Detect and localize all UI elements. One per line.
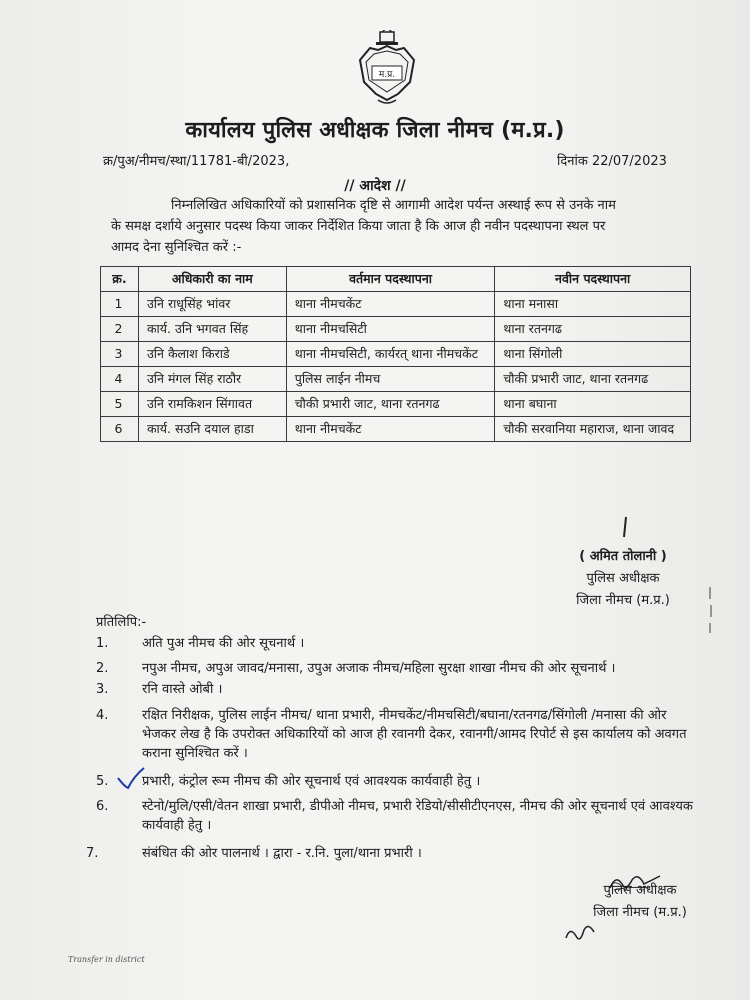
copy-number: 6. <box>96 799 109 814</box>
copy-number: 7. <box>86 846 99 861</box>
cell-current: थाना नीमचकेंट <box>286 417 495 442</box>
bottom-signer-district: जिला नीमच (म.प्र.) <box>593 905 687 920</box>
cell-officer: उनि रामकिशन सिंगावत <box>138 392 286 417</box>
signature-mark-icon <box>620 516 630 538</box>
cell-serial: 6 <box>101 417 139 442</box>
header-current-posting: वर्तमान पदस्थापना <box>286 267 495 292</box>
copy-number: 4. <box>96 708 109 723</box>
order-date: दिनांक 22/07/2023 <box>557 154 667 169</box>
table-header-row <box>101 267 691 292</box>
table-row <box>101 417 691 442</box>
copy-text: रक्षित निरीक्षक, पुलिस लाईन नीमच/ थाना प्रभारी, नीमचकेंट/नीमचसिटी/बघाना/रतनगढ/सिंगोली /मनासा की ओर भेजकर लेख है कि उपरोक्त अधिकारियों को आज ही रवानगी देकर, रवानगी/आमद रिपोर्ट से इस कार्यालय को अवगत कराना सुनिश्चित करें । <box>142 708 687 761</box>
cell-current: चौकी प्रभारी जाट, थाना रतनगढ <box>286 392 495 417</box>
copy-text: स्टेनो/मुलि/एसी/वेतन शाखा प्रभारी, डीपीओ नीमच, प्रभारी रेडियो/सीसीटीएनएस, नीमच की ओर सूचनार्थ एवं आवश्यक कार्यवाही हेतु । <box>142 799 693 833</box>
copy-number: 5. <box>96 774 109 789</box>
table-row <box>101 392 691 417</box>
cell-new: चौकी प्रभारी जाट, थाना रतनगढ <box>495 367 691 392</box>
cell-new: थाना मनासा <box>495 292 691 317</box>
cell-current: थाना नीमचसिटी, कार्यरत् थाना नीमचकेंट <box>286 342 495 367</box>
paper-edge-mark-icon <box>706 585 716 645</box>
cell-officer: कार्य. सउनि दयाल हाडा <box>138 417 286 442</box>
transfer-table <box>100 266 691 442</box>
cell-serial: 5 <box>101 392 139 417</box>
initials-mark-icon <box>560 918 600 948</box>
cell-new: थाना बघाना <box>495 392 691 417</box>
order-line-2: के समक्ष दर्शाये अनुसार पदस्थ किया जाकर निर्देशित किया जाता है कि आज ही नवीन पदस्थापना स्थल पर <box>111 219 606 234</box>
cell-officer: उनि राधूसिंह भांवर <box>138 292 286 317</box>
cell-current: थाना नीमचकेंट <box>286 292 495 317</box>
order-paragraph <box>111 195 691 258</box>
bottom-signer-designation: पुलिस अधीक्षक <box>603 883 677 898</box>
cell-officer: उनि मंगल सिंह राठौर <box>138 367 286 392</box>
cell-new: थाना रतनगढ <box>495 317 691 342</box>
header-serial: क्र. <box>101 267 139 292</box>
cell-serial: 4 <box>101 367 139 392</box>
order-line-1: निम्नलिखित अधिकारियों को प्रशासनिक दृष्टि से आगामी आदेश पर्यन्त अस्थाई रूप से उनके नाम <box>171 198 616 213</box>
office-title: कार्यालय पुलिस अधीक्षक जिला नीमच (म.प्र.) <box>185 118 565 143</box>
copy-text: संबंधित की ओर पालनार्थ । द्वारा - र.नि. पुला/थाना प्रभारी । <box>142 846 422 861</box>
copies-heading: प्रतिलिपि:- <box>96 615 147 630</box>
copy-number: 3. <box>96 682 109 697</box>
mp-police-emblem-icon <box>352 30 422 110</box>
reference-number: क्र/पुअ/नीमच/स्था/11781-बी/2023, <box>103 154 290 169</box>
cell-serial: 2 <box>101 317 139 342</box>
table-row <box>101 367 691 392</box>
table-row <box>101 292 691 317</box>
copy-text: अति पुअ नीमच की ओर सूचनार्थ । <box>142 636 305 651</box>
cell-current: थाना नीमचसिटी <box>286 317 495 342</box>
signer-designation: पुलिस अधीक्षक <box>586 571 660 586</box>
header-new-posting: नवीन पदस्थापना <box>495 267 691 292</box>
order-line-3: आमद देना सुनिश्चित करें :- <box>111 240 242 255</box>
copy-number: 1. <box>96 636 109 651</box>
cell-serial: 1 <box>101 292 139 317</box>
order-heading: // आदेश // <box>344 178 406 194</box>
table-row <box>101 317 691 342</box>
table-row <box>101 342 691 367</box>
cell-new: चौकी सरवानिया महाराज, थाना जावद <box>495 417 691 442</box>
copy-number: 2. <box>96 661 109 676</box>
copy-text: प्रभारी, कंट्रोल रूम नीमच की ओर सूचनार्थ एवं आवश्यक कार्यवाही हेतु । <box>142 774 481 789</box>
cell-current: पुलिस लाईन नीमच <box>286 367 495 392</box>
signer-block <box>540 546 706 612</box>
cell-serial: 3 <box>101 342 139 367</box>
signer-district: जिला नीमच (म.प्र.) <box>576 593 670 608</box>
cell-new: थाना सिंगोली <box>495 342 691 367</box>
copy-text: नपुअ नीमच, अपुअ जावद/मनासा, उपुअ अजाक नीमच/महिला सुरक्षा शाखा नीमच की ओर सूचनार्थ । <box>142 661 616 676</box>
emblem-label: म.प्र. <box>378 70 396 80</box>
cell-officer: कार्य. उनि भगवत सिंह <box>138 317 286 342</box>
cell-officer: उनि कैलाश किराडे <box>138 342 286 367</box>
signer-name: ( अमित तोलानी ) <box>579 549 667 564</box>
header-officer-name: अधिकारी का नाम <box>138 267 286 292</box>
footer-note: Transfer in district <box>68 955 145 964</box>
copy-text: रनि वास्ते ओबी । <box>142 682 223 697</box>
